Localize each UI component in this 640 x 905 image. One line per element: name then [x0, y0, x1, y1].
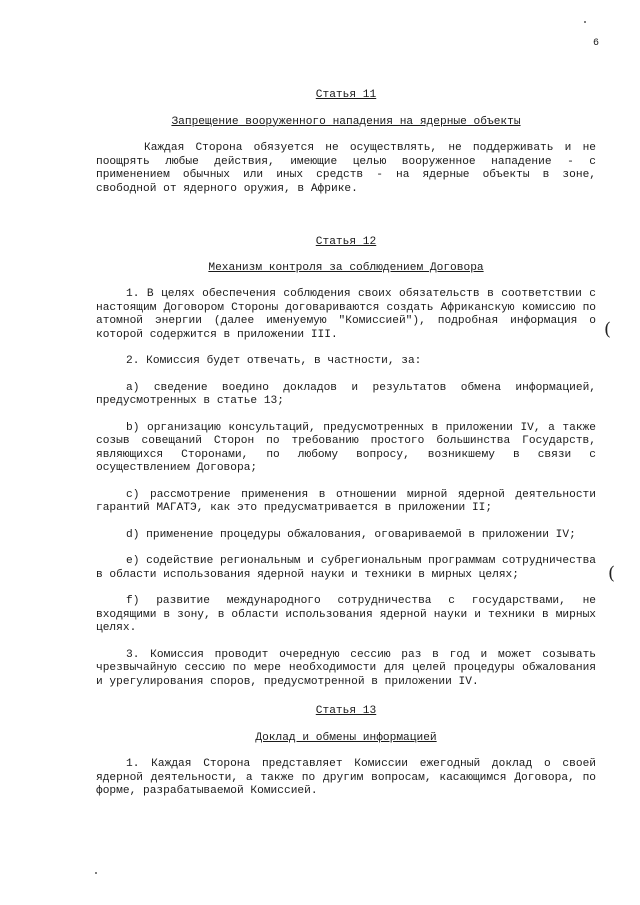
- margin-bracket-mark: (: [608, 563, 616, 584]
- page-number: 6: [593, 38, 600, 49]
- article-11-title: Статья 11: [315, 89, 377, 101]
- margin-bracket-mark: (: [604, 319, 612, 340]
- article-13-subtitle: Доклад и обмены информацией: [255, 731, 437, 744]
- article-12-subtitle: Механизм контроля за соблюдением Договора: [208, 261, 484, 274]
- scan-speck: [584, 21, 586, 23]
- article-12-paragraph-2: 2. Комиссия будет отвечать, в частности, за:: [126, 355, 422, 367]
- article-12-item-e: e) содействие региональным и субрегиональным программам сотрудничества в области использования ядерной науки и техники в мирных целях;: [96, 555, 596, 581]
- article-12-item-a: a) сведение воедино докладов и результатов обмена информацией, предусмотренных в статье 13;: [96, 381, 596, 407]
- scan-speck: [95, 872, 97, 874]
- article-12-item-b: b) организацию консультаций, предусмотренных в приложении IV, а также созыв совещаний Сторон по требованию простого большинства Государств, являющихся Сторонами, по любому вопросу, возникшему в связи с осуществлением Договора;: [96, 421, 596, 474]
- article-12-paragraph-1: 1. В целях обеспечения соблюдения своих обязательств в соответствии с настоящим Договором Стороны договариваются создать Африканскую комиссию по атомной энергии (далее именуемую "Комиссией"), подробная информация о которой содержится в приложении III.: [96, 288, 596, 341]
- article-12-paragraph-3: 3. Комиссия проводит очередную сессию раз в год и может созывать чрезвычайную сессию по мере необходимости для целей процедуры обжалования и урегулирования споров, предусмотренной в приложении IV.: [96, 648, 596, 688]
- article-12-item-d: d) применение процедуры обжалования, оговариваемой в приложении IV;: [126, 528, 576, 541]
- article-12-item-f: f) развитие международного сотрудничества с государствами, не входящими в зону, в области использования ядерной науки и техники в мирных целях.: [96, 595, 596, 634]
- article-11-subtitle: Запрещение вооруженного нападения на ядерные объекты: [171, 115, 521, 128]
- article-13-title: Статья 13: [315, 705, 377, 717]
- article-13-paragraph-1: 1. Каждая Сторона представляет Комиссии ежегодный доклад о своей ядерной деятельности, а также по другим вопросам, касающимся Договора, по форме, разрабатываемой Комиссией.: [96, 758, 596, 797]
- article-12-item-c: c) рассмотрение применения в отношении мирной ядерной деятельности гарантий МАГАТЭ, как это предусматривается в приложении II;: [96, 488, 596, 514]
- article-11-paragraph-1: Каждая Сторона обязуется не осуществлять, не поддерживать и не поощрять любые действия, имеющие целью вооруженное нападение - с применением обычных или иных средств - на ядерные объекты в зоне, свободной от ядерного оружия, в Африке.: [96, 142, 596, 195]
- article-12-title: Статья 12: [315, 236, 377, 248]
- document-body: [96, 89, 596, 799]
